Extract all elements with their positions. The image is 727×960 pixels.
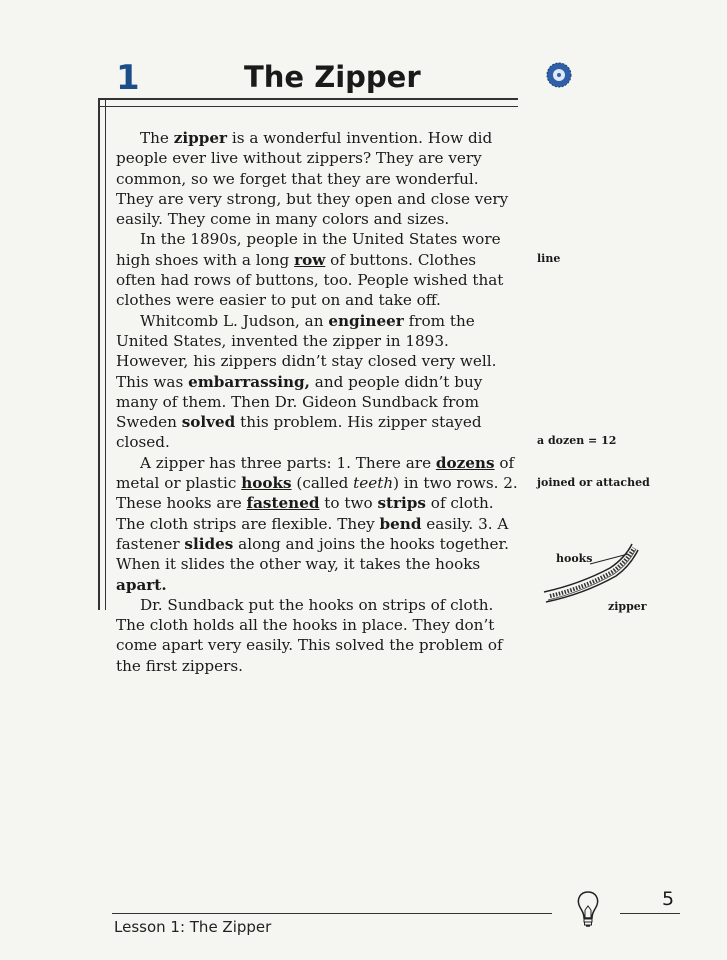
- gloss-row: line: [537, 252, 561, 265]
- text-run: Dr. Sundback put the hooks on strips of cloth. The cloth holds all the hooks in place. They don’t come apart very easily. This solved the problem of the first zippers.: [116, 595, 503, 675]
- zipper-label: zipper: [608, 600, 647, 613]
- keyword: dozens: [435, 453, 495, 472]
- paragraph: [116, 128, 518, 229]
- paragraph: [116, 229, 518, 310]
- text-run: of buttons. Clothes often had rows of buttons, too. People wished that clothes were easier to put on and take off.: [116, 250, 504, 310]
- keyword: fastened: [246, 494, 320, 513]
- reading-passage: [116, 128, 518, 676]
- footer-rule: [112, 913, 552, 914]
- paragraph: [116, 595, 518, 676]
- text-run: (called: [291, 474, 354, 493]
- cd-icon: [546, 62, 572, 88]
- text-run: of cloth. The cloth strips are flexible. They: [116, 494, 494, 533]
- text-run: Whitcomb L. Judson, an: [140, 311, 329, 330]
- keyword: bend: [379, 514, 422, 533]
- frame-left-rule: [98, 98, 106, 610]
- keyword: hooks: [241, 474, 292, 493]
- hooks-label: hooks: [556, 552, 593, 565]
- page-number-rule: [620, 913, 680, 914]
- keyword: zipper: [173, 129, 228, 147]
- keyword: engineer: [328, 311, 404, 330]
- text-run: easily. 3. A fastener: [116, 514, 509, 553]
- text-run: this problem. His zipper stayed closed.: [116, 413, 482, 452]
- keyword: slides: [184, 534, 234, 553]
- text-run: The: [140, 129, 174, 147]
- text-run: In the 1890s, people in the United States wore high shoes with a long: [116, 230, 501, 269]
- text-run: of metal or plastic: [116, 453, 515, 493]
- keyword: embarrassing,: [188, 372, 310, 391]
- paragraph: [116, 453, 518, 595]
- gloss-fastened: joined or attached: [537, 476, 650, 489]
- text-run: ) in two rows. 2. These hooks are: [116, 474, 518, 513]
- text-run: to two: [319, 494, 378, 513]
- page-number: 5: [662, 888, 675, 910]
- gloss-dozen: a dozen = 12: [537, 434, 617, 447]
- text-run: along and joins the hooks together. When it slides the other way, it takes the hooks: [116, 534, 509, 574]
- keyword: apart.: [116, 575, 167, 594]
- text-run: and people didn’t buy many of them. Then Dr. Gideon Sundback from Sweden: [116, 372, 483, 432]
- paragraph: [116, 311, 518, 453]
- keyword: solved: [181, 413, 236, 432]
- keyword: row: [294, 250, 326, 269]
- text-run: is a wonderful invention. How did people ever live without zippers? They are very common, so we forget that they are wonderful. They are very strong, but they open and close very easily. They come in many colors and sizes.: [116, 129, 509, 229]
- lesson-title: The Zipper: [244, 60, 421, 94]
- lesson-number: 1: [116, 58, 140, 98]
- keyword: teeth: [353, 474, 394, 493]
- footer-lesson-label: Lesson 1: The Zipper: [114, 918, 272, 936]
- text-run: from the United States, invented the zipper in 1893. However, his zippers didn’t stay closed very well. This was: [116, 311, 497, 391]
- keyword: strips: [377, 494, 426, 513]
- frame-top-rule: [100, 98, 518, 107]
- lightbulb-icon: [575, 890, 601, 930]
- text-run: A zipper has three parts: 1. There are: [140, 453, 436, 472]
